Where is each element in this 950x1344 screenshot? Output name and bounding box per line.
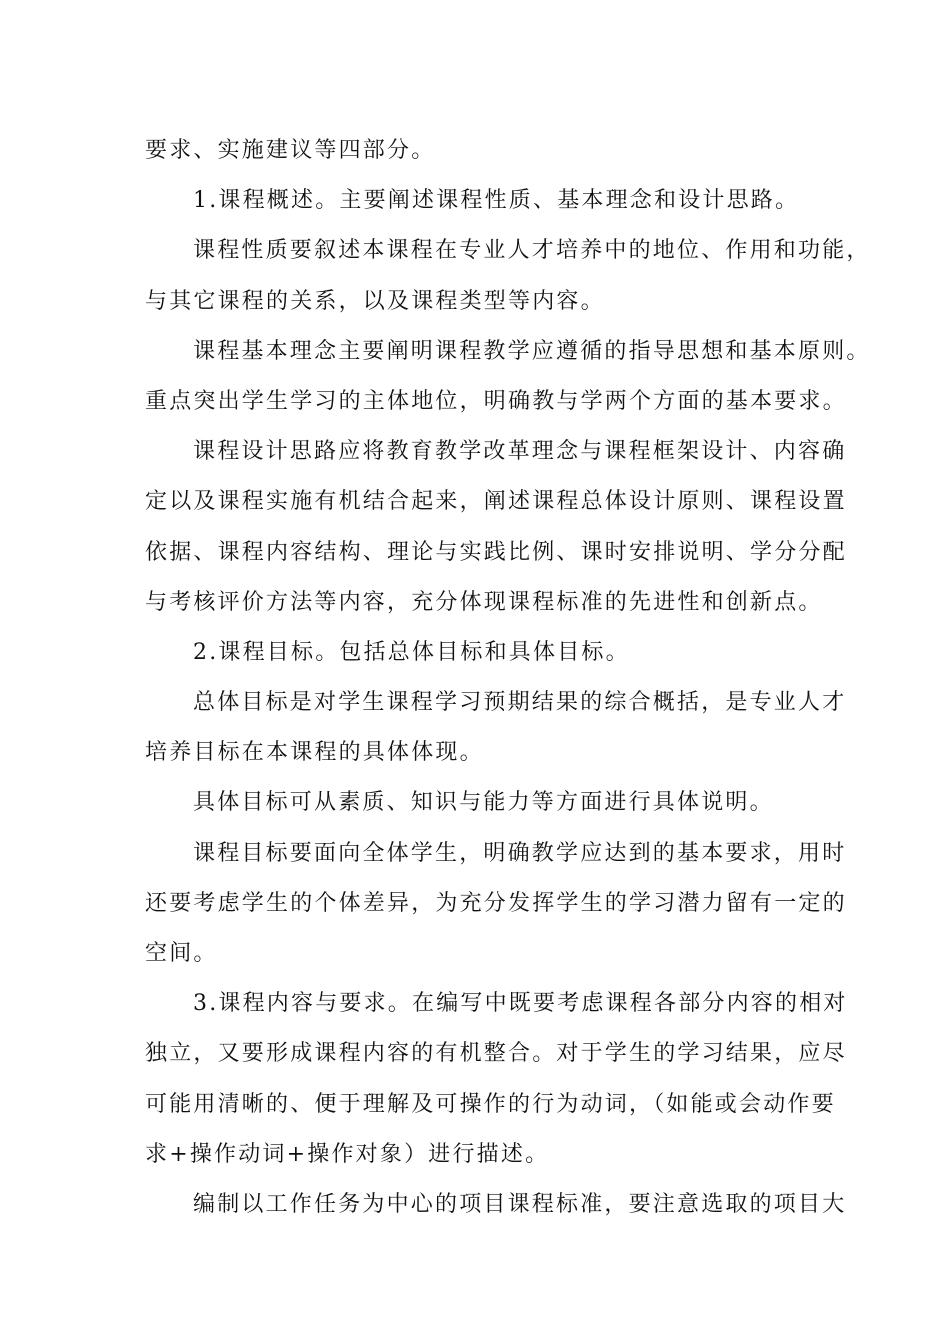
text-line: 课程基本理念主要阐明课程教学应遵循的指导思想和基本原则。 — [193, 338, 871, 364]
text-line: 课程目标要面向全体学生，明确教学应达到的基本要求，用时 — [193, 840, 847, 866]
text-line: 要求、实施建议等四部分。 — [145, 138, 436, 163]
text-line: 依据、课程内容结构、理论与实践比例、课时安排说明、学分分配 — [145, 539, 847, 565]
text-line: 求+操作动词+操作对象）进行描述。 — [145, 1141, 550, 1167]
section-heading-course-objectives: 2.课程目标。包括总体目标和具体目标。 — [193, 639, 630, 665]
text-line: 培养目标在本课程的具体体现。 — [145, 740, 484, 766]
text-line: 可能用清晰的、便于理解及可操作的行为动词，（如能或会动作要 — [145, 1091, 836, 1117]
document-body — [145, 126, 871, 1230]
text-line: 定以及课程实施有机结合起来，阐述课程总体设计原则、课程设置 — [145, 489, 847, 515]
text-line: 课程设计思路应将教育教学改革理念与课程框架设计、内容确 — [193, 439, 847, 465]
text-line: 空间。 — [145, 941, 218, 966]
text-line: 还要考虑学生的个体差异，为充分发挥学生的学习潜力留有一定的 — [145, 890, 847, 916]
text-line: 课程性质要叙述本课程在专业人才培养中的地位、作用和功能， — [193, 238, 871, 264]
section-heading-course-content: 3.课程内容与要求。在编写中既要考虑课程各部分内容的相对 — [193, 991, 848, 1017]
text-line: 编制以工作任务为中心的项目课程标准，要注意选取的项目大 — [193, 1191, 847, 1217]
text-line: 总体目标是对学生课程学习预期结果的综合概括，是专业人才 — [193, 690, 847, 716]
text-line: 与其它课程的关系，以及课程类型等内容。 — [145, 288, 605, 314]
section-heading-course-overview: 1.课程概述。主要阐述课程性质、基本理念和设计思路。 — [193, 188, 800, 214]
text-line: 具体目标可从素质、知识与能力等方面进行具体说明。 — [193, 790, 774, 816]
text-line: 重点突出学生学习的主体地位，明确教与学两个方面的基本要求。 — [145, 388, 847, 414]
text-line: 与考核评价方法等内容，充分体现课程标准的先进性和创新点。 — [145, 589, 823, 615]
text-line: 独立，又要形成课程内容的有机整合。对于学生的学习结果，应尽 — [145, 1041, 847, 1067]
